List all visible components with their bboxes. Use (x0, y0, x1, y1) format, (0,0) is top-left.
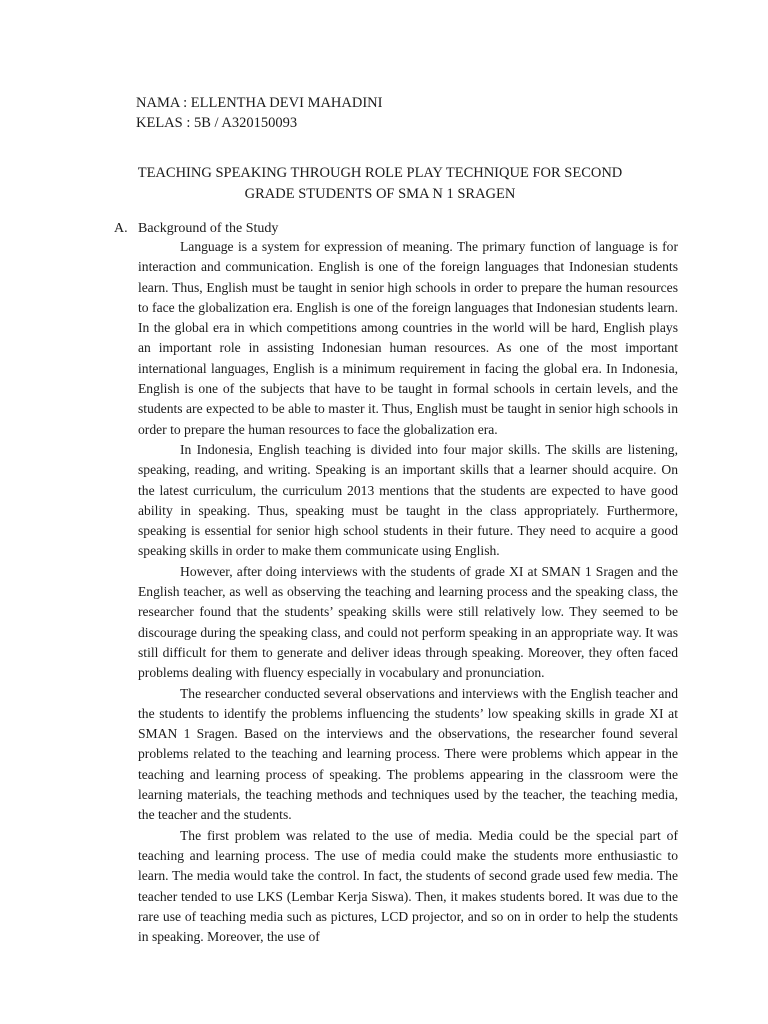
document-title (100, 163, 660, 205)
paragraph-2: In Indonesia, English teaching is divided into four major skills. The skills are listening, speaking, reading, and writing. Speaking is an important skills that a learner should acquire. On the latest curriculum, the curriculum 2013 mentions that the students are expected to have good ability in speaking. Thus, speaking must be taught in the class appropriately. Furthermore, speaking is essential for senior high school students in their future. They need to acquire a good speaking skills in order to make them communicate using English. (138, 441, 678, 559)
student-class: KELAS : 5B / A320150093 (136, 115, 298, 131)
paragraph-1: Language is a system for expression of meaning. The primary function of language is for interaction and communication. English is one of the foreign languages that Indonesian students learn. Thus, English must be taught in senior high schools in order to prepare the human resources to face the globalization era. English is one of the foreign languages that Indonesian students learn. In the global era in which competitions among countries in the world will be hard, English plays an important role in assisting Indonesian human resources. As one of the most important international languages, English is a minimum requirement in facing the global era. In Indonesia, English is one of the subjects that have to be taught in formal schools in certain levels, and the students are expected to be able to master it. Thus, English must be taught in senior high schools in order to prepare the human resources to face the globalization era. (138, 239, 678, 437)
paragraph-5: The first problem was related to the use of media. Media could be the special part of teaching and learning process. The use of media could make the students more enthusiastic to learn. The media would take the control. In fact, the students of second grade used few media. The teacher tended to use LKS (Lembar Kerja Siswa). Then, it makes students bored. It was due to the rare use of teaching media such as pictures, LCD projector, and so on in order to help the students in speaking. Moreover, the use of (138, 827, 678, 945)
paragraph-3: However, after doing interviews with the students of grade XI at SMAN 1 Sragen and the English teacher, as well as observing the teaching and learning process and the speaking class, the researcher found that the students’ speaking skills were still relatively low. They seemed to be discourage during the speaking class, and could not perform speaking in an appropriate way. It was still difficult for them to generate and deliver ideas through speaking. Moreover, they often faced problems dealing with fluency especially in vocabulary and pronunciation. (138, 563, 678, 681)
body-text (138, 237, 678, 947)
section-title: Background of the Study (138, 221, 279, 236)
student-name: NAMA : ELLENTHA DEVI MAHADINI (136, 95, 383, 111)
title-line-1: TEACHING SPEAKING THROUGH ROLE PLAY TECHNIQUE FOR SECOND (137, 165, 623, 181)
paragraph-4: The researcher conducted several observations and interviews with the English teacher and the students to identify the problems influencing the students’ low speaking skills in grade XI at SMAN 1 Sragen. Based on the interviews and the observations, the researcher found several problems related to the teaching and learning process. There were problems which appear in the teaching and learning process of speaking. The problems appearing in the classroom were the learning materials, the teaching methods and techniques used by the teacher, the teaching media, the teacher and the students. (138, 685, 678, 823)
title-line-2: GRADE STUDENTS OF SMA N 1 SRAGEN (244, 186, 516, 202)
section-number: A. (114, 221, 128, 236)
section-heading (114, 219, 278, 239)
student-info (136, 93, 382, 133)
